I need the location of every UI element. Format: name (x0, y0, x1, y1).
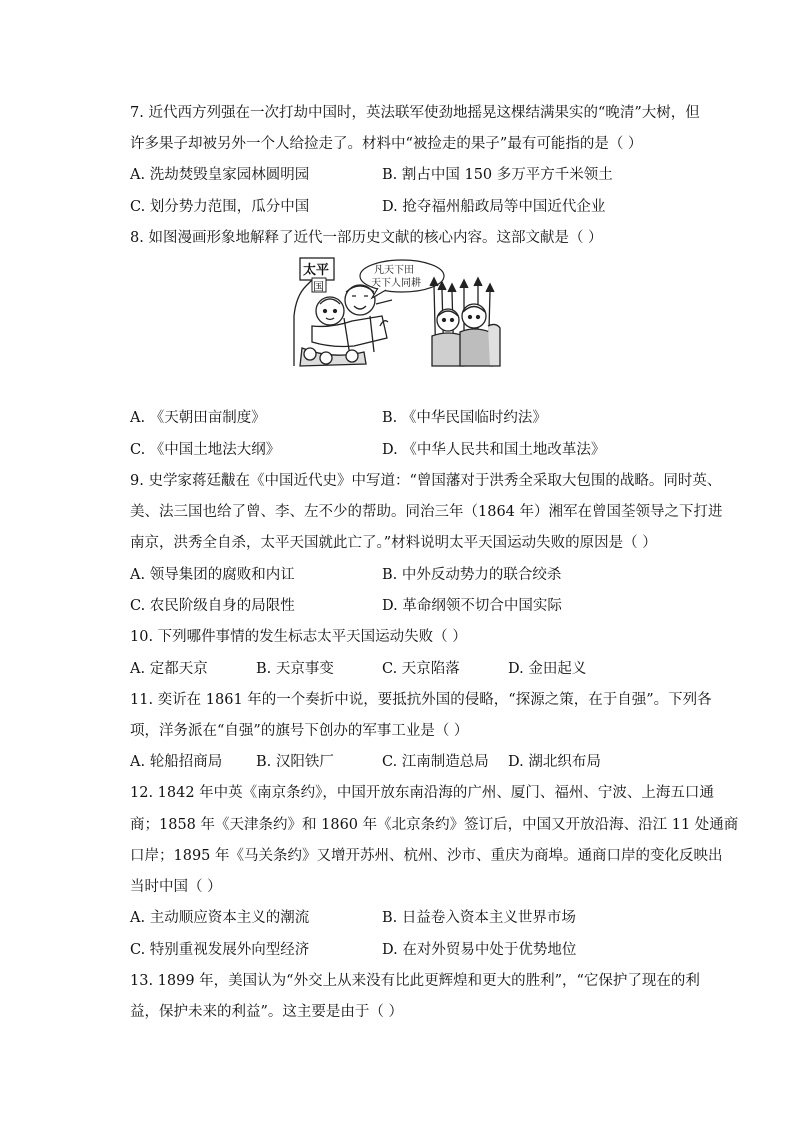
q10-option-b: B. 天京事变 (256, 661, 334, 677)
q11-option-a: A. 轮船招商局 (130, 754, 223, 770)
q11-option-d: D. 湖北织布局 (508, 754, 601, 770)
q8-option-b: B. 《中华民国临时约法》 (382, 410, 547, 426)
q12-line2: 商；1858 年《天津条约》和 1860 年《北京条约》签订后，中国又开放沿海、沿江 11 处通商 (130, 817, 739, 833)
q11-line1: 11. 奕䜣在 1861 年的一个奏折中说，要抵抗外国的侵略，“探源之策，在于自强”。下列各 (130, 692, 712, 708)
q7-option-a: A. 洗劫焚毁皇家园林圆明园 (130, 167, 310, 183)
q9-line2: 美、法三国也给了曾、李、左不少的帮助。同治三年（1864 年）湘军在曾国荃领导之下打进 (130, 504, 723, 520)
q8-option-a: A. 《天朝田亩制度》 (130, 410, 266, 426)
q11-line2: 项，洋务派在“自强”的旗号下创办的军事工业是（ ） (130, 723, 469, 739)
q11-option-c: C. 江南制造总局 (382, 754, 489, 770)
bubble-line2: 天下人同耕 (371, 278, 421, 289)
q8-option-c: C. 《中国土地法大纲》 (130, 442, 281, 458)
flag-text: 太平 (303, 263, 330, 278)
q12-option-d: D. 在对外贸易中处于优势地位 (382, 942, 577, 958)
q9-option-c: C. 农民阶级自身的局限性 (130, 598, 295, 614)
q9-option-a: A. 领导集团的腐败和内讧 (130, 567, 295, 583)
q7-option-c: C. 划分势力范围，瓜分中国 (130, 199, 310, 215)
q12-option-b: B. 日益卷入资本主义世界市场 (382, 910, 576, 926)
q13-line2: 益，保护未来的利益”。这主要是由于（ ） (130, 1004, 404, 1020)
q8-cartoon-figure (292, 256, 502, 369)
bubble-line1: 凡天下田 (374, 265, 414, 276)
q13-line1: 13. 1899 年，美国认为“外交上从来没有比此更辉煌和更大的胜利”，“它保护了现在的利 (130, 973, 700, 989)
q10-option-a: A. 定都天京 (130, 661, 208, 677)
q7-line1: 7. 近代西方列强在一次打劫中国时，英法联军使劲地摇晃这棵结满果实的“晚清”大树，但 (130, 105, 700, 121)
q9-option-d: D. 革命纲领不切合中国实际 (382, 598, 562, 614)
q10-option-c: C. 天京陷落 (382, 661, 460, 677)
q11-option-b: B. 汉阳铁厂 (256, 754, 334, 770)
q10-option-d: D. 金田起义 (508, 661, 587, 677)
q12-line1: 12. 1842 年中英《南京条约》，中国开放东南沿海的广州、厦门、福州、宁波、上海五口通 (130, 785, 714, 801)
cartoon-illustration (292, 256, 502, 369)
q12-line4: 当时中国（ ） (130, 879, 222, 895)
q12-option-c: C. 特别重视发展外向型经济 (130, 942, 310, 958)
q9-line3: 南京，洪秀全自杀，太平天国就此亡了。”材料说明太平天国运动失败的原因是（ ） (130, 535, 657, 551)
q12-line3: 口岸；1895 年《马关条约》又增开苏州、杭州、沙市、重庆为商埠。通商口岸的变化反映出 (130, 848, 723, 864)
q9-line1: 9. 史学家蒋廷黻在《中国近代史》中写道：“曾国藩对于洪秀全采取大包围的战略。同时英、 (130, 473, 722, 489)
q9-option-b: B. 中外反动势力的联合绞杀 (382, 567, 562, 583)
q7-line2: 许多果子却被另外一个人给捡走了。材料中“被捡走的果子”最有可能指的是（ ） (130, 136, 643, 152)
q7-option-b: B. 割占中国 150 多万平方千米领土 (382, 167, 613, 183)
q7-option-d: D. 抢夺福州船政局等中国近代企业 (382, 199, 606, 215)
q8-option-d: D. 《中华人民共和国土地改革法》 (382, 442, 606, 458)
q10-line1: 10. 下列哪件事情的发生标志太平天国运动失败（ ） (130, 629, 467, 645)
q12-option-a: A. 主动顺应资本主义的潮流 (130, 910, 310, 926)
flag-text-2: 国 (313, 280, 324, 293)
q8-line1: 8. 如图漫画形象地解释了近代一部历史文献的核心内容。这部文献是（ ） (130, 230, 603, 246)
